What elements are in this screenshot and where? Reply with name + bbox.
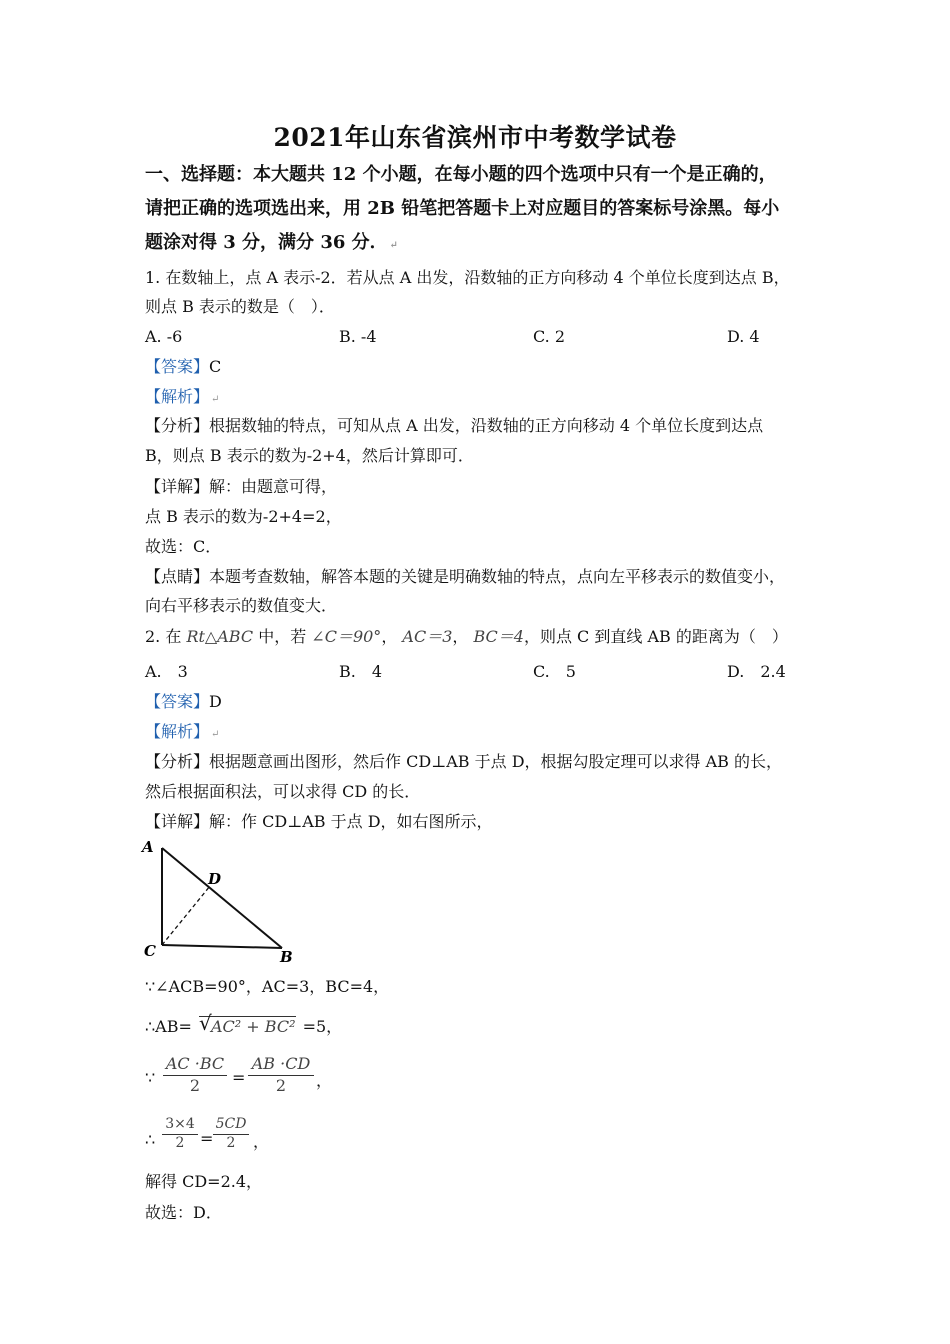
q2-step3-fraction-left: $\frac{AC \cdot BC}{2}$	[163, 1054, 227, 1095]
q2-option-a: A. 3	[145, 662, 188, 681]
q2-step3-prefix: ∵	[145, 1068, 156, 1087]
q2-option-b: B. 4	[339, 662, 383, 681]
q2-option-d: D. 2.4	[727, 662, 786, 681]
q2-answer: 【答案】D	[145, 692, 222, 711]
q1-option-c: C. 2	[533, 327, 566, 346]
q2-fenxi-line2: 然后根据面积法，可以求得 CD 的长．	[145, 782, 421, 801]
q1-fenxi-line2: B，则点 B 表示的数为-2+4，然后计算即可．	[145, 446, 474, 465]
sqrt-expression: √ AC² + BC²	[199, 1011, 296, 1036]
q1-stem-line1: 1. 在数轴上，点 A 表示-2．若从点 A 出发，沿数轴的正方向移动 4 个单位长度到达点 B，	[145, 268, 790, 287]
vertex-label-a: A	[142, 838, 154, 856]
q2-fenxi-line1: 【分析】根据题意画出图形，然后作 CD⊥AB 于点 D，根据勾股定理可以求得 AB 的长，	[145, 752, 783, 771]
q2-stem: 2. 在 Rt△ABC 中，若 ∠C＝90°， AC＝3， BC＝4，则点 C 到直线 AB 的距离为（ ）	[145, 627, 788, 646]
section-heading-line1: 一、选择题：本大题共 12 个小题，在每小题的四个选项中只有一个是正确的，	[145, 164, 777, 185]
q2-step6: 故选：D．	[145, 1203, 222, 1222]
q1-stem-line2: 则点 B 表示的数是（ ）．	[145, 297, 335, 316]
q1-detail-line2: 点 B 表示的数为-2+4=2，	[145, 507, 342, 526]
q1-comment-line2: 向右平移表示的数值变大．	[145, 596, 338, 615]
q2-step3-comma: ，	[316, 1071, 333, 1090]
q1-option-a: A. -6	[145, 327, 183, 346]
q2-step5: 解得 CD=2.4，	[145, 1172, 263, 1191]
q2-angle-expr: ∠C＝90°	[311, 627, 382, 646]
section-heading-line2: 请把正确的选项选出来，用 2B 铅笔把答题卡上对应题目的答案标号涂黑。每小	[145, 198, 780, 219]
q2-step4-comma: ，	[253, 1132, 270, 1151]
side-cb	[162, 945, 282, 948]
q1-option-d: D. 4	[727, 327, 760, 346]
q2-step2: ∴AB= √ AC² + BC² =5，	[145, 1011, 343, 1036]
q2-step4-prefix: ∴	[145, 1130, 156, 1149]
q2-bc-expr: BC＝4	[473, 627, 524, 646]
q2-step3-fraction-right: $\frac{AB \cdot CD}{2}$	[248, 1054, 314, 1095]
q1-answer: 【答案】C	[145, 357, 222, 376]
q2-detail-line1: 【详解】解：作 CD⊥AB 于点 D，如右图所示，	[145, 812, 493, 831]
q2-ac-expr: AC＝3	[402, 627, 453, 646]
q1-option-b: B. -4	[339, 327, 377, 346]
q2-step4-fraction-right: $\frac{5CD}{2}$	[213, 1116, 249, 1151]
q1-analysis: 【解析】 ↵	[145, 387, 220, 406]
vertex-label-b: B	[280, 948, 293, 966]
q2-step1: ∵∠ACB=90°，AC=3，BC=4，	[145, 977, 390, 996]
q2-triangle-expr: Rt△ABC	[186, 627, 254, 646]
q1-detail-line3: 故选：C．	[145, 537, 222, 556]
triangle-figure	[140, 838, 310, 968]
altitude-cd	[162, 886, 210, 945]
q2-analysis: 【解析】 ↵	[145, 722, 220, 741]
q2-step4-fraction-left: $\frac{3\times 4}{2}$	[162, 1116, 198, 1151]
q2-step3-equals: =	[232, 1068, 246, 1087]
section-heading-line3: 题涂对得 3 分，满分 36 分． ↵	[145, 232, 399, 253]
q2-step4-equals: =	[200, 1129, 214, 1148]
page-title: 2021年山东省滨州市中考数学试卷	[273, 123, 677, 152]
vertex-label-d: D	[208, 870, 222, 888]
q1-fenxi-line1: 【分析】根据数轴的特点，可知从点 A 出发，沿数轴的正方向移动 4 个单位长度到达点	[145, 416, 764, 435]
q1-detail-line1: 【详解】解：由题意可得，	[145, 477, 338, 496]
q2-option-c: C. 5	[533, 662, 576, 681]
side-ab	[162, 848, 282, 948]
q1-comment-line1: 【点睛】本题考查数轴，解答本题的关键是明确数轴的特点，点向左平移表示的数值变小，	[145, 567, 786, 586]
vertex-label-c: C	[144, 942, 156, 960]
